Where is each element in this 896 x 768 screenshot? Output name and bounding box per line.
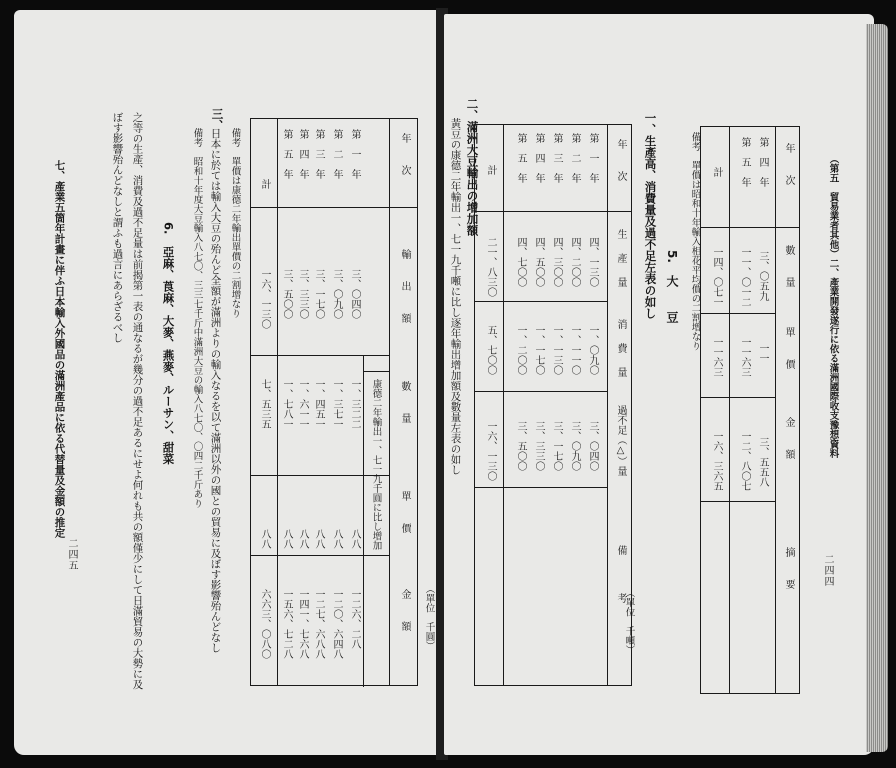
row-amount: 六六三、〇八〇 <box>259 589 270 659</box>
row-production: 四、三〇〇 <box>551 237 562 287</box>
header-amount: 金 額 <box>399 589 410 637</box>
note-price: 備考 單價は康德二年輸出單價の二割增なり <box>229 128 241 318</box>
row-balance: 三、五〇〇 <box>515 421 526 471</box>
row-export: 三、〇四〇 <box>349 269 360 319</box>
row-export: 三、〇九〇 <box>331 269 342 319</box>
middle-table-unit: （單位 千噸） <box>623 588 635 655</box>
header-balance: 過不足（△）量 <box>615 405 626 476</box>
header-remark: 摘 要 <box>783 547 794 595</box>
row-production: 四、七〇〇 <box>515 237 526 287</box>
row-qty: 一、三二二 <box>349 379 360 429</box>
row-qty: 一、七八一 <box>281 379 292 429</box>
row-year: 第 一 年 <box>587 133 598 183</box>
cotton-import-table <box>700 126 800 694</box>
row-price: 八八 <box>331 529 342 549</box>
row-production: 四、二〇〇 <box>569 237 580 287</box>
row-amount: 三、五五八 <box>757 437 768 487</box>
item-6-body-line-2: ぼす影響殆んどなしと謂ふも過言にあらざるべし <box>111 112 124 343</box>
row-qty: 三、〇五九 <box>757 251 768 301</box>
row-production: 二一、八三〇 <box>485 237 496 297</box>
item-7-text: 七、產業五箇年計畫に伴ふ日本輸入外國品の滿洲產品に依る代替量及金額の推定 <box>53 160 66 538</box>
header-qty: 數 量 <box>783 245 794 293</box>
item-6-body-line-1: 之等の生產、消費及過不足量は前揭第一表の通なるが幾分の過不足あるにせよ何れも共の額僅少にして日滿貿易の大勢に及 <box>131 112 144 690</box>
section-two-body: 黃豆の康德二年輸出一、七一九千噸に比し逐年輸出增加額及數量左表の如し <box>449 118 462 475</box>
row-amount: 一二〇、六四八 <box>331 589 342 659</box>
item-5-heading: 5. 大 豆 <box>665 250 679 323</box>
section-two-heading: 二、滿洲大豆輸出の增加額 <box>465 98 480 236</box>
row-amount: 一二、八〇七 <box>739 431 750 491</box>
row-price: 八八 <box>297 529 308 549</box>
header-year: 年 次 <box>783 143 794 191</box>
row-qty: 七、五三五 <box>259 379 270 429</box>
row-export: 三、三三〇 <box>297 269 308 319</box>
section-one-heading: 一、生產高、消費量及過不足左表の如し <box>643 112 658 319</box>
row-amount: 一二六、二八 <box>349 589 360 649</box>
row-price: 八八 <box>259 529 270 549</box>
row-year: 第 三 年 <box>551 133 562 183</box>
row-year: 第 三 年 <box>313 129 324 179</box>
top-table-note: 備考 單價は昭和十年輸入相花平均價の二割增なり <box>689 132 701 351</box>
row-year: 第 一 年 <box>349 129 360 179</box>
row-production: 四、一三〇 <box>587 237 598 287</box>
row-year: 第 四 年 <box>533 133 544 183</box>
left-page <box>14 10 439 755</box>
row-price: 一一 <box>757 343 768 363</box>
table-unit: （單位 千圓） <box>423 584 435 651</box>
row-consumption: 一、一三〇 <box>551 325 562 375</box>
header-price: 單 價 <box>399 491 410 539</box>
page-number: 二四四 <box>822 554 833 587</box>
row-balance: 三、一七〇 <box>551 421 562 471</box>
row-price: 八八 <box>349 529 360 549</box>
row-qty: 一、三七一 <box>331 379 342 429</box>
row-year: 第 二 年 <box>569 133 580 183</box>
row-consumption: 一、〇九〇 <box>587 325 598 375</box>
row-price: 一一六三 <box>711 337 722 377</box>
row-year: 第 五 年 <box>739 137 750 187</box>
row-amount: 一四一、七六八 <box>297 589 308 659</box>
header-qty: 數 量 <box>399 381 410 429</box>
row-export: 三、五〇〇 <box>281 269 292 319</box>
row-balance: 三、〇九〇 <box>569 421 580 471</box>
section-three-paragraph: 日本に於ては輸入大豆の殆んど全額が滿洲よりの輸入なるを以て滿洲以外の國との貿易に及ぼす影響殆んどなし <box>209 128 222 653</box>
running-header: （第五 貿易業者其他）二、產業開發遂行に依る滿洲國際收支豫想資料 <box>827 154 839 458</box>
soybean-production-table <box>474 124 635 686</box>
row-amount: 一六、三六五 <box>711 431 722 491</box>
row-consumption: 一、一七〇 <box>533 325 544 375</box>
export-increase-table <box>250 118 418 686</box>
header-increase: 康德二年輸出一、七一九千圓に比し增加 <box>370 379 382 550</box>
header-year: 年 次 <box>615 139 626 187</box>
row-price: 一一六三 <box>739 337 750 377</box>
section-three-number: 三、 <box>210 108 225 131</box>
right-page <box>444 14 874 755</box>
header-amount: 金 額 <box>783 417 794 465</box>
row-year: 第 四 年 <box>757 137 768 187</box>
row-year: 第 五 年 <box>281 129 292 179</box>
row-price: 八八 <box>281 529 292 549</box>
row-balance: 三、〇四〇 <box>587 421 598 471</box>
note-import: 備考 昭和十年度大豆輸入八七〇、三三七千斤中滿洲大豆の輸入八七〇、〇四二千斤あり <box>191 128 203 508</box>
row-production: 四、五〇〇 <box>533 237 544 287</box>
header-year: 年 次 <box>399 133 410 181</box>
row-price: 八八 <box>313 529 324 549</box>
row-year: 第 五 年 <box>515 133 526 183</box>
row-year: 計 <box>259 179 270 189</box>
row-balance: 一六、一三〇 <box>485 421 496 481</box>
header-price: 單 價 <box>783 327 794 375</box>
row-year: 第 四 年 <box>297 129 308 179</box>
row-qty: 一一、〇一二 <box>739 247 750 307</box>
row-qty: 一四、〇七一 <box>711 247 722 307</box>
row-amount: 一二七、六八八 <box>313 589 324 659</box>
row-export: 一六、一三〇 <box>259 269 270 329</box>
row-qty: 一、四五一 <box>313 379 324 429</box>
row-amount: 一五六、七二八 <box>281 589 292 659</box>
row-year: 第 二 年 <box>331 129 342 179</box>
row-export: 三、一七〇 <box>313 269 324 319</box>
item-6-heading: 6. 亞麻、莨麻、大麥、燕麥、ルーサン、甜菜 <box>161 222 176 465</box>
row-consumption: 一、二〇〇 <box>515 325 526 375</box>
header-production: 生 產 量 <box>615 229 626 289</box>
row-year: 計 <box>485 165 496 175</box>
header-export: 輸 出 額 <box>399 249 410 329</box>
row-balance: 三、三三〇 <box>533 421 544 471</box>
page-edges <box>866 24 888 752</box>
row-qty: 一、六一一 <box>297 379 308 429</box>
header-consumption: 消 費 量 <box>615 319 626 379</box>
row-year: 計 <box>711 167 722 177</box>
row-consumption: 五、七〇〇 <box>485 325 496 375</box>
header-remark: 備 考 <box>615 545 626 609</box>
page-number: 二四五 <box>66 538 77 571</box>
row-consumption: 一、一一〇 <box>569 325 580 375</box>
